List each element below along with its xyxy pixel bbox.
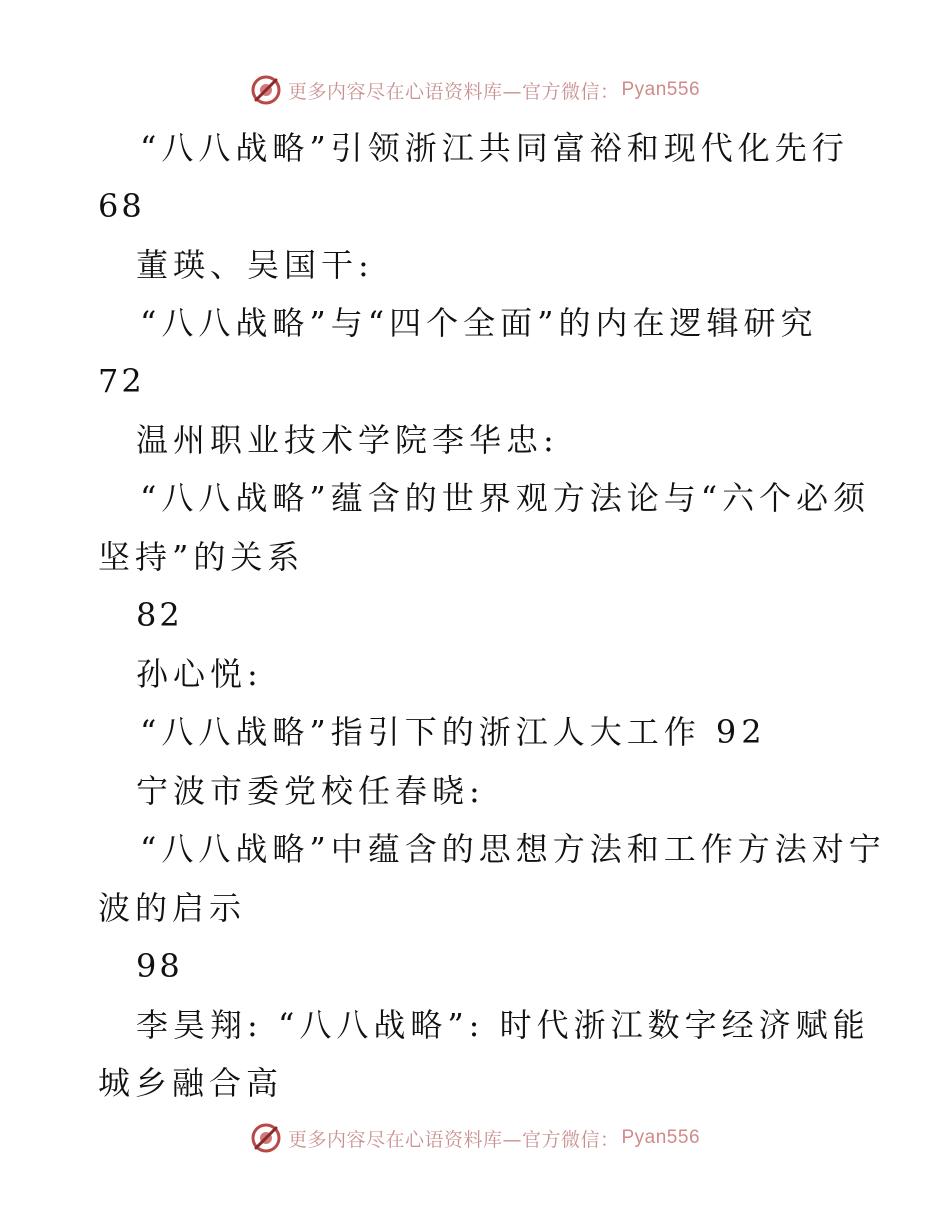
watermark-logo-icon xyxy=(250,74,282,106)
toc-entry-title-continued: 波的启示 xyxy=(98,889,247,927)
toc-page-number: 98 xyxy=(136,947,183,985)
watermark-header xyxy=(0,70,950,110)
toc-entry-title: “八八战略”蕴含的世界观方法论与“六个必须 xyxy=(140,479,871,517)
watermark-footer xyxy=(0,1118,950,1158)
toc-entry-title: “八八战略”中蕴含的思想方法和工作方法对宁 xyxy=(140,830,886,868)
toc-entry-title: “八八战略”指引下的浙江人大工作 92 xyxy=(140,713,767,751)
watermark-wechat-id: Pyan556 xyxy=(621,79,701,100)
toc-page-number: 82 xyxy=(136,596,183,634)
toc-entry-author: 董瑛、吴国干: xyxy=(136,246,374,284)
toc-entry-author: 温州职业技术学院李华忠: xyxy=(136,421,559,459)
toc-entry-title-continued: 坚持”的关系 xyxy=(98,538,305,576)
toc-entry-author: 宁波市委党校任春晓: xyxy=(136,772,485,810)
toc-entry-title: “八八战略”引领浙江共同富裕和现代化先行 xyxy=(140,129,849,167)
watermark-text: 更多内容尽在心语资料库—官方微信： xyxy=(287,1128,620,1151)
watermark-logo-icon xyxy=(250,1122,282,1154)
toc-entry-author-title: 李昊翔: “八八战略”: 时代浙江数字经济赋能 xyxy=(136,1006,870,1044)
toc-entry-author: 孙心悦: xyxy=(136,655,263,693)
toc-entry-title: “八八战略”与“四个全面”的内在逻辑研究 xyxy=(140,304,818,342)
toc-entry-title-continued: 城乡融合高 xyxy=(98,1064,284,1102)
watermark-wechat-id: Pyan556 xyxy=(621,1127,701,1148)
watermark-text: 更多内容尽在心语资料库—官方微信： xyxy=(287,80,620,103)
toc-page-number: 72 xyxy=(98,362,145,400)
toc-page-number: 68 xyxy=(98,187,145,225)
